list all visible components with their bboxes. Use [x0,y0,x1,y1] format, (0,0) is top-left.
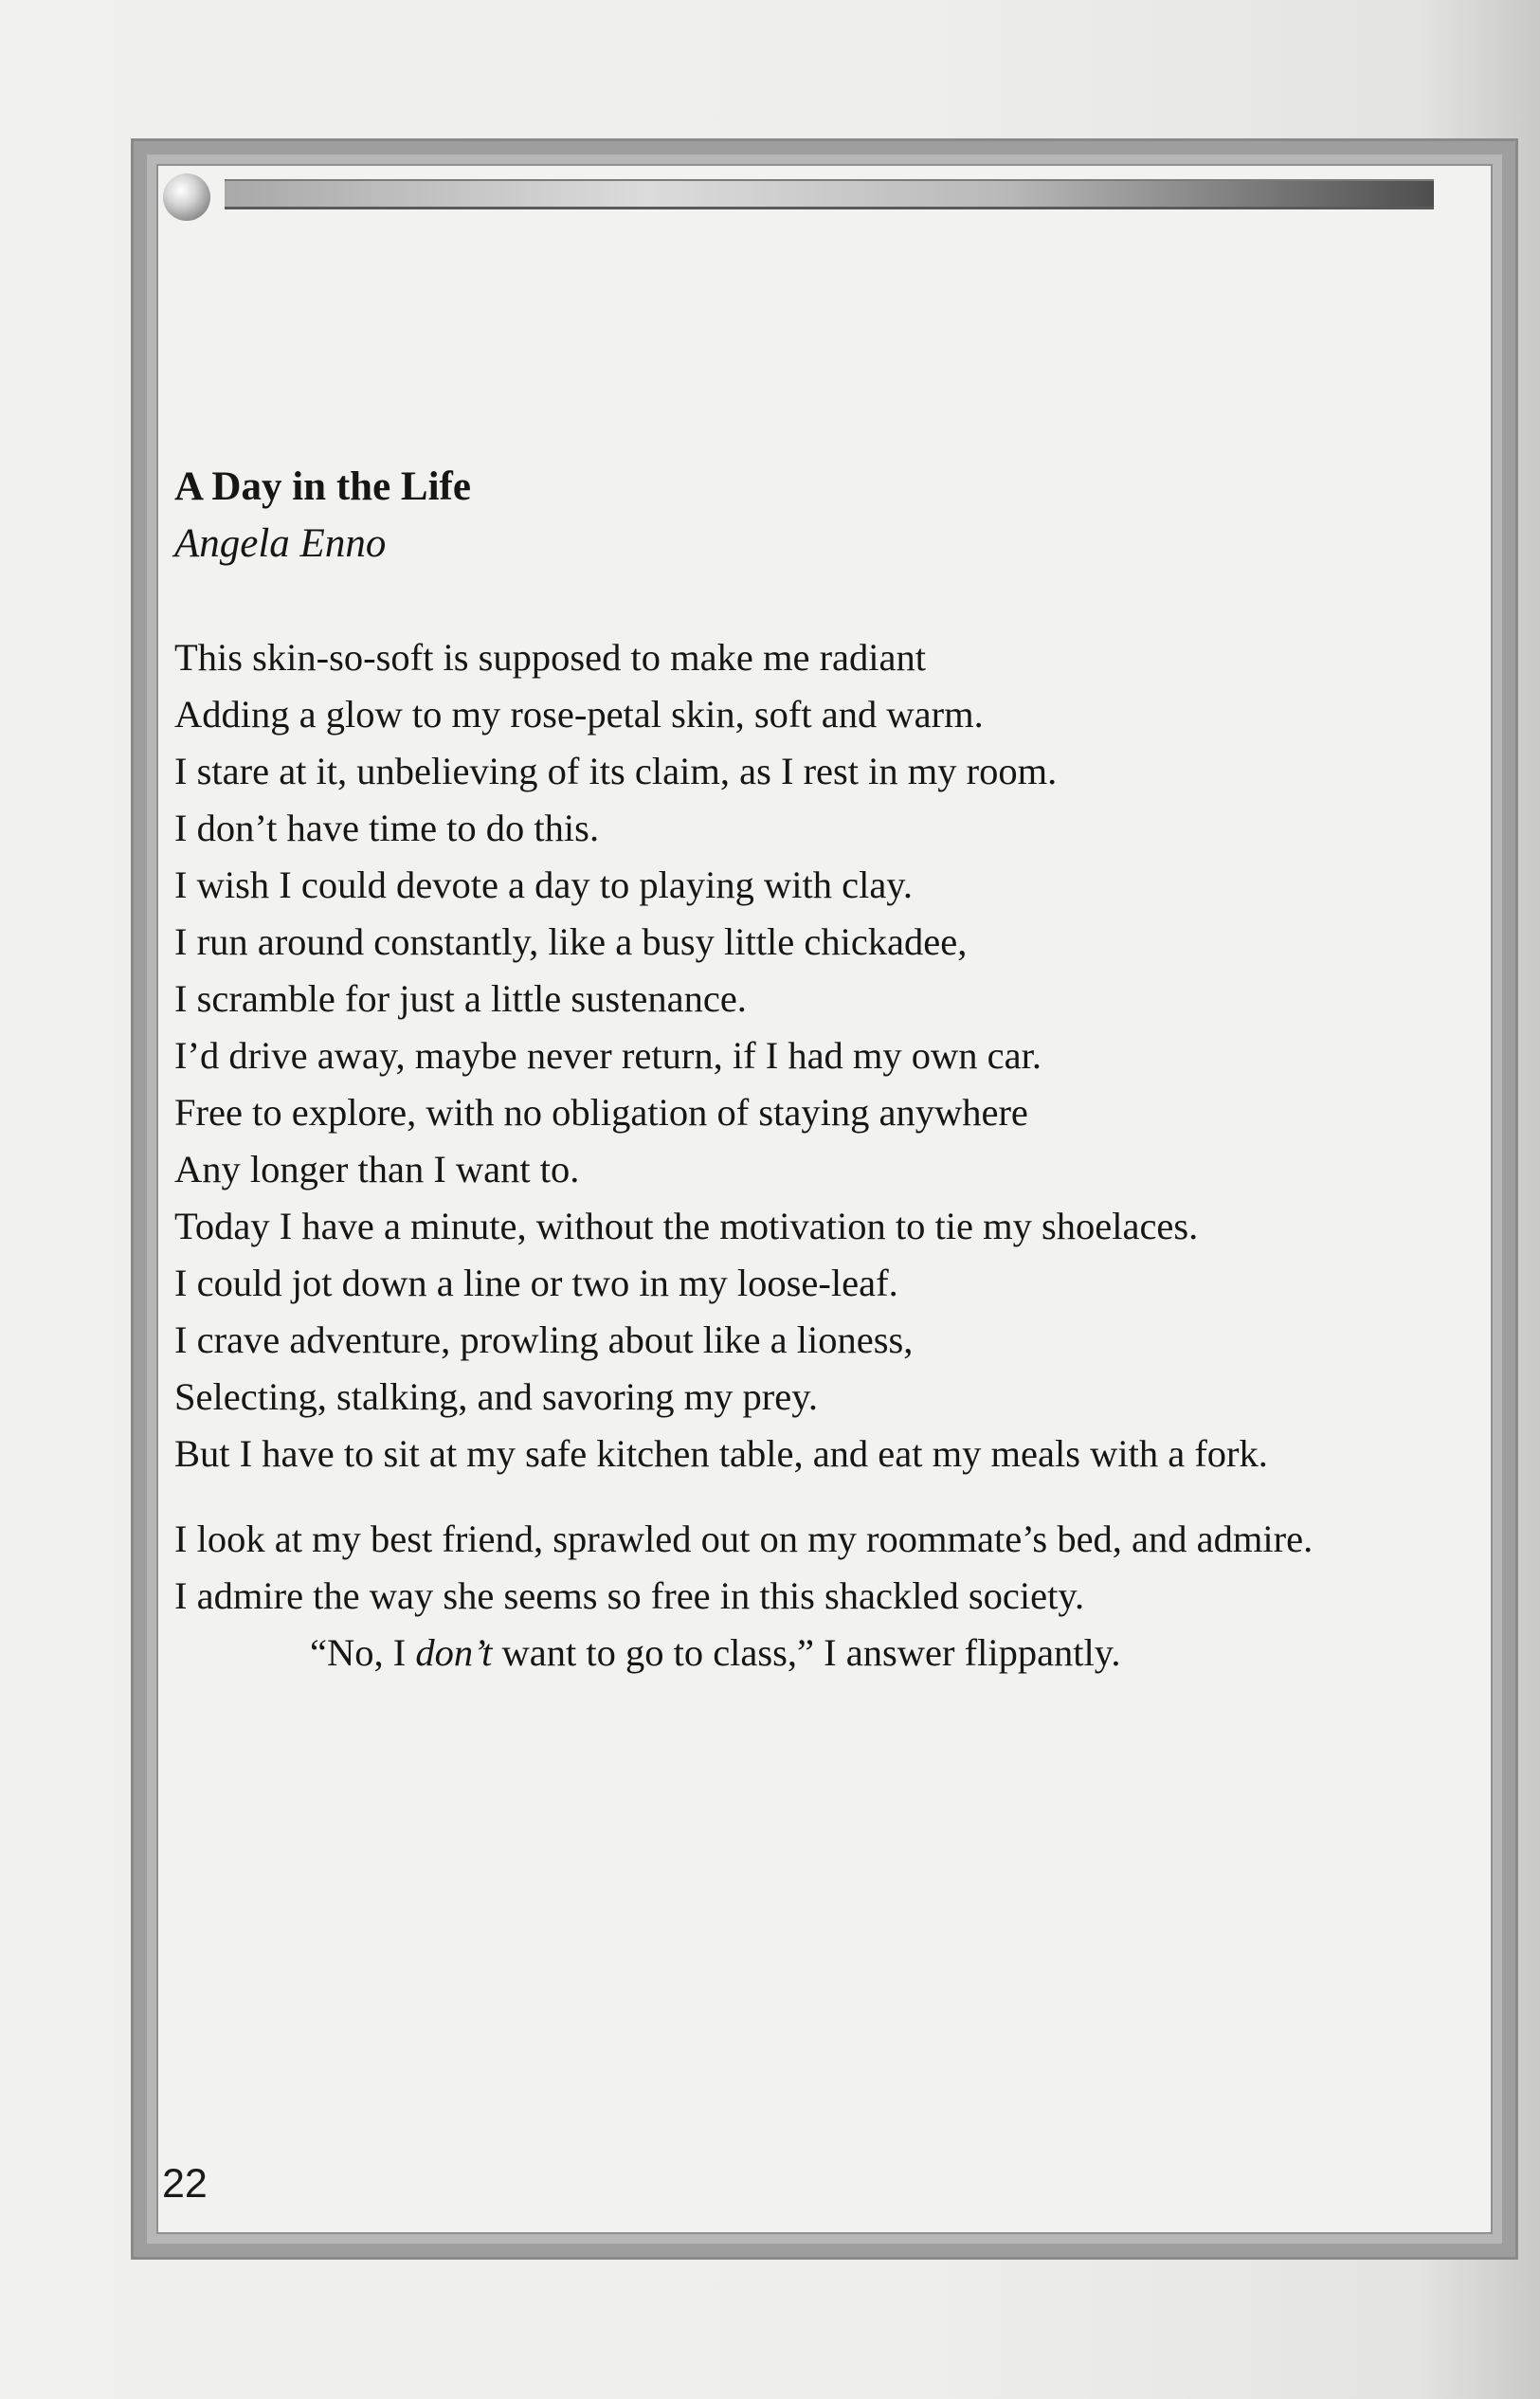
poem-line: I wish I could devote a day to playing with clay. [174,863,914,906]
stanza-2 [174,1511,1463,1681]
poem-line: Any longer than I want to. [174,1148,580,1190]
poem-line: Selecting, stalking, and savoring my prey. [174,1375,818,1418]
dialogue-emphasis: don’t [415,1631,493,1674]
dialogue-line [174,1625,1463,1681]
poem-line: I stare at it, unbelieving of its claim, as I rest in my room. [174,750,1058,792]
ornament-orb-icon [163,173,210,221]
poem-line: I crave adventure, prowling about like a lioness, [174,1318,914,1361]
poem-line: Free to explore, with no obligation of staying anywhere [174,1091,1028,1134]
poem-line: Adding a glow to my rose-petal skin, soft and warm. [174,693,984,736]
poem-line: I admire the way she seems so free in this shackled society. [174,1574,1085,1617]
ornament-bar [225,179,1434,209]
poem-line: I’d drive away, maybe never return, if I had my own car. [174,1034,1042,1077]
poem-line: But I have to sit at my safe kitchen table, and eat my meals with a fork. [174,1432,1268,1475]
poem-line: I look at my best friend, sprawled out on my roommate’s bed, and admire. [174,1518,1314,1560]
dialogue-after: want to go to class,” I answer flippantly. [492,1631,1121,1674]
poem-line: I scramble for just a little sustenance. [174,977,747,1020]
stanza-1 [174,629,1463,1482]
poem-title: A Day in the Life [174,464,471,509]
poem-line: I don’t have time to do this. [174,807,600,849]
poem-line: I run around constantly, like a busy little chickadee, [174,920,968,963]
poem [174,459,1463,1681]
poem-line: This skin-so-soft is supposed to make me radiant [174,636,927,679]
dialogue-before: “No, I [310,1631,416,1674]
poem-line: I could jot down a line or two in my loose-leaf. [174,1262,898,1304]
page-number: 22 [162,2161,208,2207]
poem-line: Today I have a minute, without the motivation to tie my shoelaces. [174,1205,1199,1247]
poem-author: Angela Enno [174,521,387,566]
